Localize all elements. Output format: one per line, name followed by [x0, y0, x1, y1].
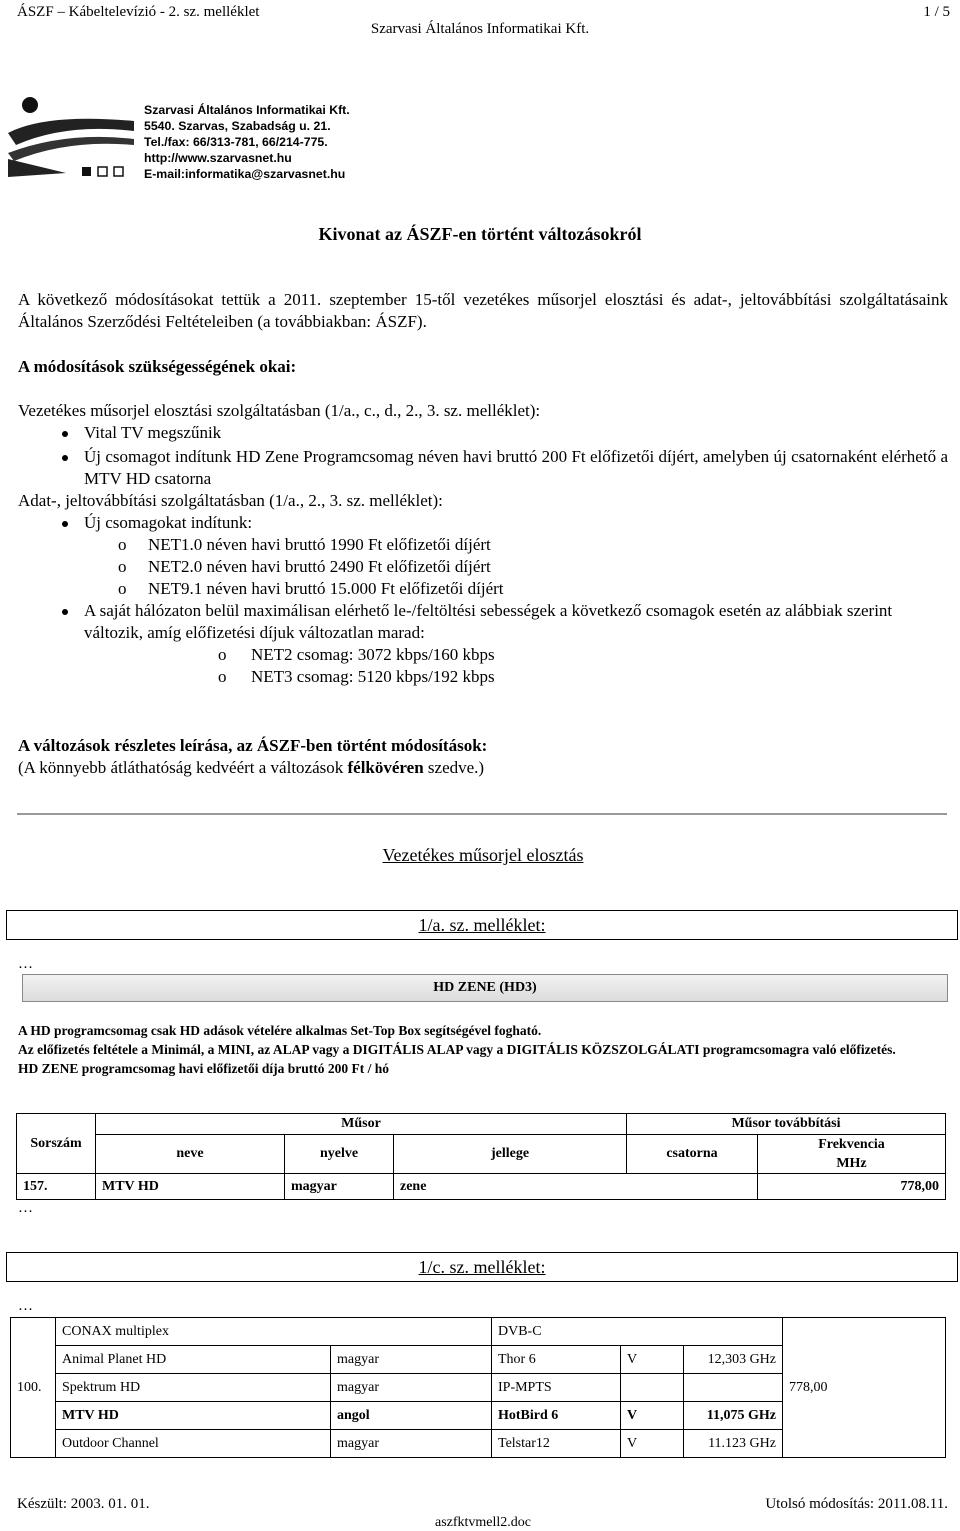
- company-phone: Tel./fax: 66/313-781, 66/214-775.: [144, 135, 328, 149]
- cable-section: [18, 400, 948, 490]
- annex-1c-box: 1/c. sz. melléklet:: [6, 1252, 958, 1282]
- channel-polarization: [621, 1374, 684, 1402]
- col-header-sorszam: Sorszám: [17, 1114, 96, 1174]
- channel-satellite: IP-MPTS: [492, 1374, 621, 1402]
- hd-info-line-3: HD ZENE programcsomag havi előfizetői díja bruttó 200 Ft / hó: [18, 1061, 389, 1076]
- channel-name: MTV HD: [96, 1174, 285, 1200]
- channel-ghz: 11,075 GHz: [684, 1402, 783, 1430]
- channel-language: magyar: [285, 1174, 394, 1200]
- col-header-nyelve: nyelve: [285, 1135, 394, 1174]
- bullet-icon: [62, 431, 68, 437]
- conax-multiplex-table: [10, 1317, 946, 1458]
- col-header-frekvencia: Frekvencia MHz: [758, 1135, 946, 1174]
- multiplex-frequency: 778,00: [783, 1318, 946, 1458]
- col-header-neve: neve: [96, 1135, 285, 1174]
- channel-language: angol: [331, 1402, 492, 1430]
- row-number: 100.: [11, 1318, 56, 1458]
- bullet-icon: [62, 521, 68, 527]
- data-section-heading: Adat-, jeltovábbítási szolgáltatásban (1/a., 2., 3. sz. melléklet):: [18, 491, 443, 510]
- intro-paragraph: A következő módosításokat tettük a 2011. szeptember 15-től vezetékes műsorjel elosztási és adat-, jeltovábbítási szolgáltatásaink Általános Szerződési Feltételeiben (a továbbiakban: ÁSZF).: [18, 290, 948, 331]
- speed-item: o NET2 csomag: 3072 kbps/160 kbps: [218, 645, 495, 664]
- list-item: Vital TV megszűnik: [0, 422, 948, 444]
- document-title: Kivonat az ÁSZF-en történt változásokról: [318, 224, 642, 244]
- table-row: [11, 1318, 946, 1346]
- channel-language: magyar: [331, 1346, 492, 1374]
- col-header-jellege: jellege: [394, 1135, 627, 1174]
- speed-item: o NET3 csomag: 5120 kbps/192 kbps: [218, 667, 495, 686]
- channel-satellite: HotBird 6: [492, 1402, 621, 1430]
- list-item: A saját hálózaton belül maximálisan elérhető le-/feltöltési sebességek a következő csomagok esetén az alábbiak szerint változik, amíg előfizetési díjuk változatlan marad:: [0, 600, 948, 644]
- page-number: 1 / 5: [923, 4, 950, 20]
- channel-ghz: [684, 1374, 783, 1402]
- channel-name: Animal Planet HD: [56, 1346, 331, 1374]
- hd-channel-table: [16, 1113, 946, 1200]
- channel-satellite: Thor 6: [492, 1346, 621, 1374]
- channel-polarization: V: [621, 1346, 684, 1374]
- details-heading: A változások részletes leírása, az ÁSZF-ben történt módosítások:: [18, 736, 488, 755]
- col-header-musor: Műsor: [96, 1114, 627, 1135]
- section-title: Vezetékes műsorjel elosztás: [382, 845, 584, 865]
- col-header-csatorna: csatorna: [627, 1135, 758, 1174]
- annex-1a-box: 1/a. sz. melléklet:: [6, 910, 958, 940]
- ellipsis: …: [18, 1200, 33, 1216]
- hd-info-line-2: Az előfizetés feltétele a Minimál, a MINI, az ALAP vagy a DIGITÁLIS ALAP vagy a DIGITÁLIS KÖZSZOLGÁLATI programcsomagra való előfizetés.: [18, 1042, 896, 1057]
- details-block: [18, 735, 948, 779]
- cable-bullet-list: [0, 422, 948, 490]
- company-name: Szarvasi Általános Informatikai Kft.: [144, 103, 350, 117]
- ellipsis: …: [18, 956, 33, 972]
- channel-satellite: Telstar12: [492, 1430, 621, 1458]
- bullet-icon: [62, 609, 68, 615]
- channel-ghz: 12,303 GHz: [684, 1346, 783, 1374]
- channel-name: Spektrum HD: [56, 1374, 331, 1402]
- data-section: [18, 490, 948, 688]
- cable-section-heading: Vezetékes műsorjel elosztási szolgáltatásban (1/a., c., d., 2., 3. sz. melléklet):: [18, 401, 541, 420]
- footer-modified-date: Utolsó módosítás: 2011.08.11.: [765, 1496, 948, 1512]
- ellipsis: …: [18, 1298, 33, 1314]
- footer-filename: aszfktvmell2.doc: [434, 1515, 532, 1530]
- page-header-left: ÁSZF – Kábeltelevízió - 2. sz. melléklet: [17, 4, 260, 20]
- company-contact-block: [144, 102, 350, 182]
- hd-zene-bar: HD ZENE (HD3): [22, 974, 948, 1002]
- list-item: Új csomagokat indítunk:: [0, 512, 948, 534]
- multiplex-type: DVB-C: [492, 1318, 783, 1346]
- table-row: [17, 1174, 946, 1200]
- channel-name: Outdoor Channel: [56, 1430, 331, 1458]
- package-item: o NET9.1 néven havi bruttó 15.000 Ft előfizetői díjért: [118, 579, 504, 598]
- hd-info-line-1: A HD programcsomag csak HD adások vételére alkalmas Set-Top Box segítségével fogható.: [18, 1023, 542, 1038]
- col-header-tovabbitas: Műsor továbbítási: [627, 1114, 946, 1135]
- channel-polarization: V: [621, 1430, 684, 1458]
- channel-language: magyar: [331, 1374, 492, 1402]
- footer-created-date: Készült: 2003. 01. 01.: [17, 1496, 150, 1512]
- package-item: o NET1.0 néven havi bruttó 1990 Ft előfizetői díjért: [118, 535, 491, 554]
- channel-ghz: 11.123 GHz: [684, 1430, 783, 1458]
- channel-name: MTV HD: [56, 1402, 331, 1430]
- data-bullet-list-2: [0, 600, 948, 644]
- company-email-link[interactable]: E-mail:informatika@szarvasnet.hu: [144, 167, 346, 181]
- multiplex-name: CONAX multiplex: [56, 1318, 492, 1346]
- data-bullet-list: [0, 512, 948, 534]
- company-address: 5540. Szarvas, Szabadság u. 21.: [144, 119, 331, 133]
- package-item: o NET2.0 néven havi bruttó 2490 Ft előfizetői díjért: [118, 557, 491, 576]
- divider: [17, 813, 947, 815]
- page-header-center: Szarvasi Általános Informatikai Kft.: [370, 21, 590, 37]
- channel-polarization: V: [621, 1402, 684, 1430]
- company-web-link[interactable]: http://www.szarvasnet.hu: [144, 151, 292, 165]
- row-number: 157.: [17, 1174, 96, 1200]
- reasons-heading: A módosítások szükségességének okai:: [18, 357, 297, 376]
- list-item: Új csomagot indítunk HD Zene Programcsomag néven havi bruttó 200 Ft előfizetői díjért, amelyben új csatornaként elérhető a MTV HD csatorna: [0, 446, 948, 490]
- hd-info-text: [18, 1021, 948, 1078]
- bullet-icon: [62, 455, 68, 461]
- channel-frequency: 778,00: [758, 1174, 946, 1200]
- details-note: (A könnyebb átláthatóság kedvéért a változások félkövéren szedve.): [18, 758, 485, 777]
- channel-type: zene: [394, 1174, 758, 1200]
- channel-language: magyar: [331, 1430, 492, 1458]
